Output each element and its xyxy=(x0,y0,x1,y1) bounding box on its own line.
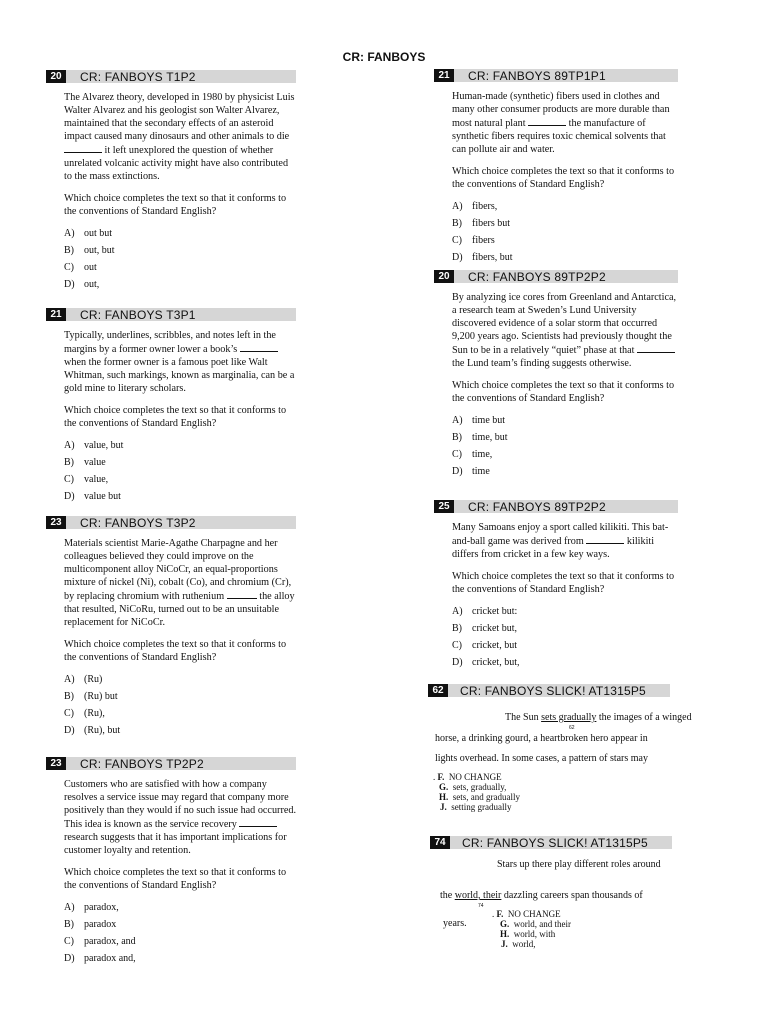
choice-d[interactable] xyxy=(452,463,678,480)
passage-text: when the former owner is a famous poet like Walt Whitman, such markings, known as marginalia, can be a gold mine to literary scholars. xyxy=(64,357,295,394)
question-block-q3 xyxy=(46,516,296,739)
question-block-q4 xyxy=(46,757,296,967)
question-number: 25 xyxy=(434,500,454,513)
choice-letter: B) xyxy=(452,623,462,634)
question-header xyxy=(428,684,670,697)
choice-b[interactable] xyxy=(452,429,678,446)
question-header xyxy=(46,516,296,529)
choice-b[interactable] xyxy=(452,215,678,232)
question-header xyxy=(46,757,296,770)
choice-text: cricket, but xyxy=(472,640,517,651)
choice-letter: A) xyxy=(64,228,75,239)
passage xyxy=(64,329,296,395)
question-title: CR: FANBOYS T1P2 xyxy=(80,69,196,84)
choice-text: cricket, but, xyxy=(472,657,520,668)
passage-text: Materials scientist Marie-Agathe Charpagne and her colleagues believed they could improve on the multicomponent alloy NiCoCr, an equal-proportions mixture of nickel (Ni), cobalt (Co), and chromium (Cr), by replacing chromium with ruthenium xyxy=(64,538,292,602)
choice-d[interactable] xyxy=(64,276,296,293)
question-prompt: Which choice completes the text so that it conforms to the conventions of Standard English? xyxy=(64,405,287,429)
choice-b[interactable] xyxy=(452,620,678,637)
choice-text: (Ru), xyxy=(84,708,105,719)
choice-text: paradox xyxy=(84,919,117,930)
choice-c[interactable] xyxy=(64,471,296,488)
choice-c[interactable] xyxy=(452,232,678,249)
passage-text: it left unexplored the question of whether unrelated volcanic activity might have also contributed to the mass extinctions. xyxy=(64,145,289,182)
passage xyxy=(452,90,680,156)
choice-letter: D) xyxy=(452,252,463,263)
choice-letter: B) xyxy=(452,218,462,229)
choice-letter: A) xyxy=(452,606,463,617)
passage-text: the Lund team’s finding suggests otherwise. xyxy=(452,358,632,369)
passage-text: The Sun xyxy=(505,712,542,723)
answer-choices xyxy=(452,198,678,266)
choice-text: paradox, xyxy=(84,902,119,913)
choice-text: fibers, xyxy=(472,201,498,212)
choice-text: NO CHANGE xyxy=(507,909,561,919)
choice-d[interactable] xyxy=(64,950,296,967)
choice-j[interactable] xyxy=(501,939,536,949)
choice-letter: B) xyxy=(64,691,74,702)
answer-choices xyxy=(64,437,296,505)
choice-letter: D) xyxy=(64,491,75,502)
choice-letter: D) xyxy=(64,953,75,964)
passage xyxy=(452,521,680,561)
choice-text: fibers but xyxy=(472,218,511,229)
question-title: CR: FANBOYS SLICK! AT1315P5 xyxy=(460,683,646,698)
choice-letter: J. xyxy=(501,939,508,949)
question-number: 23 xyxy=(46,516,66,529)
answer-blank xyxy=(637,343,675,353)
question-block-q6 xyxy=(434,270,678,480)
answer-choices xyxy=(452,603,678,671)
passage-line xyxy=(505,711,692,724)
passage xyxy=(64,91,296,183)
passage-text: By analyzing ice cores from Greenland and Antarctica, a research team at Sweden’s Lund University discovered evidence of a solar storm that occurred 9,200 years ago. Scientists had previously thought the Sun to be in a relatively “quiet” phase at that xyxy=(452,292,677,356)
answer-blank xyxy=(64,143,102,153)
choice-a[interactable] xyxy=(64,671,296,688)
question-title: CR: FANBOYS SLICK! AT1315P5 xyxy=(462,835,648,850)
choice-letter: F. xyxy=(437,772,445,782)
choice-text: (Ru) xyxy=(84,674,103,685)
answer-blank xyxy=(528,116,566,126)
choice-letter: A) xyxy=(64,440,75,451)
question-prompt: Which choice completes the text so that it conforms to the conventions of Standard English? xyxy=(452,571,675,595)
choice-text: value but xyxy=(84,491,121,502)
passage-text: Typically, underlines, scribbles, and notes left in the margins by a former owner lower a book’s xyxy=(64,330,276,355)
question-block-q9 xyxy=(430,836,672,954)
passage-text: the images of a winged xyxy=(596,712,692,723)
passage-text: Customers who are satisfied with how a company resolves a service issue may regard that company more positively than they would if no such issue had occurred. This idea is known as the service recovery xyxy=(64,779,296,830)
choice-f[interactable]: . F. NO CHANGE xyxy=(433,772,502,782)
choice-text: value, but xyxy=(84,440,124,451)
question-title: CR: FANBOYS TP2P2 xyxy=(80,756,204,771)
passage-line: horse, a drinking gourd, a heartbroken hero appear in xyxy=(435,733,648,744)
question-number: 20 xyxy=(46,70,66,83)
question-number: 21 xyxy=(46,308,66,321)
passage xyxy=(64,537,296,629)
question-number: 74 xyxy=(430,836,450,849)
question-number: 62 xyxy=(428,684,448,697)
choice-b[interactable] xyxy=(64,688,296,705)
choice-c[interactable] xyxy=(452,446,678,463)
choice-letter: B) xyxy=(64,457,74,468)
choice-d[interactable] xyxy=(64,488,296,505)
passage-text: the xyxy=(440,890,455,901)
choice-letter: C) xyxy=(452,640,462,651)
choice-a[interactable] xyxy=(64,899,296,916)
choice-text: (Ru), but xyxy=(84,725,121,736)
passage-line: Stars up there play different roles around xyxy=(497,859,661,870)
choice-c[interactable] xyxy=(64,705,296,722)
choice-text: setting gradually xyxy=(451,802,512,812)
question-header xyxy=(434,69,678,82)
choice-text: out, but xyxy=(84,245,115,256)
choice-letter: D) xyxy=(64,725,75,736)
choice-d[interactable] xyxy=(452,249,678,266)
question-header xyxy=(434,270,678,283)
question-header xyxy=(434,500,678,513)
choice-a[interactable] xyxy=(64,437,296,454)
question-title: CR: FANBOYS 89TP1P1 xyxy=(468,68,606,83)
choice-a[interactable] xyxy=(452,198,678,215)
passage-text: Many Samoans enjoy a sport called kilikiti. This bat-and-ball game was derived from xyxy=(452,522,669,547)
question-block-q1 xyxy=(46,70,296,293)
choice-letter: D) xyxy=(452,657,463,668)
question-title: CR: FANBOYS T3P1 xyxy=(80,307,196,322)
question-number: 20 xyxy=(434,270,454,283)
choice-text: (Ru) but xyxy=(84,691,118,702)
underlined-portion: sets gradually xyxy=(541,712,597,723)
passage xyxy=(64,778,296,857)
answer-blank xyxy=(227,589,257,599)
choice-text: fibers xyxy=(472,235,495,246)
question-header xyxy=(46,308,296,321)
choice-text: time xyxy=(472,466,490,477)
page-title: CR: FANBOYS xyxy=(342,50,426,64)
passage-text: Human-made (synthetic) fibers used in clothes and many other consumer products are more durable than most natural plant xyxy=(452,91,670,129)
passage-text: research suggests that it has important implications for customer loyalty and retention. xyxy=(64,832,287,856)
answer-blank xyxy=(586,534,624,544)
choice-g[interactable] xyxy=(500,919,571,929)
question-title: CR: FANBOYS T3P2 xyxy=(80,515,196,530)
choice-text: out but xyxy=(84,228,113,239)
question-block-q5 xyxy=(434,69,678,266)
question-title: CR: FANBOYS 89TP2P2 xyxy=(468,269,606,284)
passage-line xyxy=(440,889,643,902)
choice-a[interactable] xyxy=(452,603,678,620)
choice-text: sets, and gradually xyxy=(452,792,520,802)
question-marker: 62 xyxy=(569,725,575,731)
passage-line: lights overhead. In some cases, a pattern of stars may xyxy=(435,753,648,764)
choice-text: paradox, and xyxy=(84,936,136,947)
question-title: CR: FANBOYS 89TP2P2 xyxy=(468,499,606,514)
passage-text: the manufacture of synthetic fibers requires toxic chemical solvents that can pollute air and water. xyxy=(452,118,666,155)
choice-letter: B) xyxy=(64,919,74,930)
question-number: 23 xyxy=(46,757,66,770)
choice-letter: A) xyxy=(64,902,75,913)
choice-letter: C) xyxy=(64,262,74,273)
answer-blank xyxy=(240,342,278,352)
passage-text: The Alvarez theory, developed in 1980 by physicist Luis Walter Alvarez and his geologist son Walter Alvarez, maintained that the secondary effects of an asteroid impact caused many dinosaurs and other animals to die xyxy=(64,92,295,142)
question-prompt: Which choice completes the text so that it conforms to the conventions of Standard English? xyxy=(64,867,287,891)
choice-letter: G. xyxy=(439,782,449,792)
choice-letter: C) xyxy=(64,474,74,485)
choice-text: time, but xyxy=(472,432,508,443)
choice-text: time but xyxy=(472,415,506,426)
choice-text: out xyxy=(84,262,97,273)
choice-h[interactable] xyxy=(439,792,520,802)
choice-text: cricket but, xyxy=(472,623,517,634)
choice-c[interactable] xyxy=(64,933,296,950)
question-number: 21 xyxy=(434,69,454,82)
answer-choices xyxy=(64,899,296,967)
choice-c[interactable] xyxy=(452,637,678,654)
choice-letter: C) xyxy=(64,936,74,947)
choice-letter: H. xyxy=(500,929,510,939)
answer-blank xyxy=(239,817,277,827)
choice-letter: D) xyxy=(64,279,75,290)
choice-text: NO CHANGE xyxy=(448,772,502,782)
choice-text: value xyxy=(84,457,106,468)
choice-a[interactable] xyxy=(452,412,678,429)
question-header xyxy=(430,836,672,849)
question-block-q2 xyxy=(46,308,296,505)
choice-letter: B) xyxy=(452,432,462,443)
choice-letter: C) xyxy=(64,708,74,719)
choice-text: out, xyxy=(84,279,100,290)
choice-d[interactable] xyxy=(64,722,296,739)
choice-c[interactable] xyxy=(64,259,296,276)
question-header xyxy=(46,70,296,83)
choice-letter: C) xyxy=(452,449,462,460)
choice-text: fibers, but xyxy=(472,252,513,263)
choice-letter: F. xyxy=(496,909,504,919)
choice-text: sets, gradually, xyxy=(452,782,507,792)
choice-letter: G. xyxy=(500,919,510,929)
passage-line: years. xyxy=(443,918,467,929)
choice-letter: C) xyxy=(452,235,462,246)
choice-text: time, xyxy=(472,449,493,460)
question-prompt: Which choice completes the text so that it conforms to the conventions of Standard English? xyxy=(64,193,287,217)
question-prompt: Which choice completes the text so that it conforms to the conventions of Standard English? xyxy=(452,380,675,404)
choice-b[interactable] xyxy=(64,454,296,471)
passage-text: the alloy that resulted, NiCoRu, turned out to be an unsuitable replacement for NiCoCr. xyxy=(64,591,295,628)
choice-j[interactable] xyxy=(440,802,512,812)
choice-letter: A) xyxy=(452,201,463,212)
underlined-portion: world, their xyxy=(454,890,502,901)
choice-text: world, with xyxy=(513,929,556,939)
question-block-q8 xyxy=(428,683,692,814)
question-block-q7 xyxy=(434,500,678,671)
choice-letter: J. xyxy=(440,802,447,812)
choice-letter: A) xyxy=(452,415,463,426)
passage-text: dazzling careers span thousands of xyxy=(501,890,643,901)
choice-text: paradox and, xyxy=(84,953,136,964)
passage-text: kilikiti differs from cricket in a few key ways. xyxy=(452,536,655,560)
choice-f[interactable]: . F. NO CHANGE xyxy=(492,909,561,919)
answer-choices xyxy=(64,671,296,739)
choice-a[interactable] xyxy=(64,225,296,242)
question-prompt: Which choice completes the text so that it conforms to the conventions of Standard English? xyxy=(452,166,675,190)
choice-letter: D) xyxy=(452,466,463,477)
question-prompt: Which choice completes the text so that it conforms to the conventions of Standard English? xyxy=(64,639,287,663)
choice-letter: B) xyxy=(64,245,74,256)
choice-text: cricket but: xyxy=(472,606,518,617)
answer-choices xyxy=(452,412,678,480)
choice-h[interactable] xyxy=(500,929,555,939)
choice-text: value, xyxy=(84,474,109,485)
choice-text: world, xyxy=(512,939,536,949)
choice-letter: H. xyxy=(439,792,449,802)
choice-g[interactable] xyxy=(439,782,506,792)
choice-text: world, and their xyxy=(513,919,571,929)
choice-b[interactable] xyxy=(64,916,296,933)
passage xyxy=(452,291,680,370)
choice-b[interactable] xyxy=(64,242,296,259)
question-marker: 74 xyxy=(478,903,484,909)
choice-letter: A) xyxy=(64,674,75,685)
answer-choices xyxy=(64,225,296,293)
choice-d[interactable] xyxy=(452,654,678,671)
